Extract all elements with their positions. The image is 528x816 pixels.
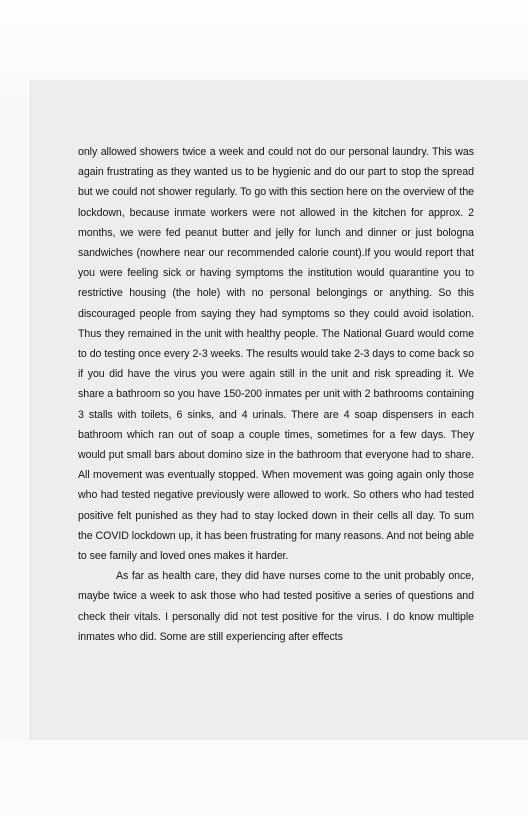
paragraph-health-care: As far as health care, they did have nurses come to the unit probably once, maybe twice a week to ask those who had tested positive a series of questions and check their vitals. I personally did not test positive for the virus. I do know multiple inmates who did. Some are still experiencing after effects: [78, 570, 474, 643]
scan-bottom-margin: [0, 740, 528, 816]
letter-body: [78, 142, 474, 647]
paragraph-lockdown: only allowed showers twice a week and could not do our personal laundry. This was again frustrating as they wanted us to be hygienic and do our part to stop the spread but we could not shower regularly. To go with this section here on the overview of the lockdown, because inmate workers were not allowed in the kitchen for approx. 2 months, we were fed peanut butter and jelly for lunch and dinner or just bologna sandwiches (nowhere near our recommended calorie count).If you would report that you were feeling sick or having symptoms the institution would quarantine you to restrictive housing (the hole) with no personal belongings or anything. So this discouraged people from saying they had symptoms so they could avoid isolation. Thus they remained in the unit with healthy people. The National Guard would come to do testing once every 2-3 weeks. The results would take 2-3 days to come back so if you did have the virus you were again still in the unit and risk spreading it. We share a bathroom so you have 150-200 inmates per unit with 2 bathrooms containing 3 stalls with toilets, 6 sinks, and 4 urinals. There are 4 soap dispensers in each bathroom which ran out of soap a couple times, sometimes for a few days. They would put small bars about domino size in the bathroom that everyone had to share. All movement was eventually stopped. When movement was going again only those who had tested negative previously were allowed to work. So others who had tested positive felt punished as they had to stay locked down in their cells all day. To sum the COVID lockdown up, it has been frustrating for many reasons. And not being able to see family and loved ones makes it harder.: [78, 146, 474, 563]
